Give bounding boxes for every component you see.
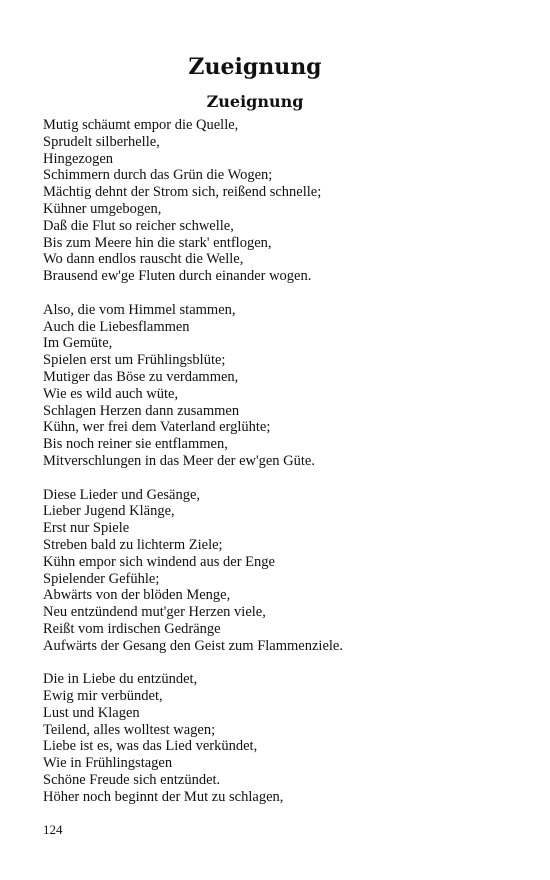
poem-line: Lieber Jugend Klänge,: [43, 503, 175, 520]
poem-line: Schimmern durch das Grün die Wogen;: [43, 167, 273, 184]
poem-line: Streben bald zu lichterm Ziele;: [43, 536, 223, 553]
stanza: [43, 671, 513, 805]
poem-line: Sprudelt silberhelle,: [43, 133, 160, 150]
poem-line: Brausend ew'ge Fluten durch einander wogen.: [43, 268, 312, 285]
poem-line: Diese Lieder und Gesänge,: [43, 486, 201, 503]
poem-line: Mutig schäumt empor die Quelle,: [43, 117, 239, 133]
poem-line: Mutiger das Böse zu verdammen,: [43, 368, 239, 385]
poem-line: Spielender Gefühle;: [43, 570, 160, 587]
poem-line: Mitverschlungen in das Meer der ew'gen Güte.: [43, 452, 315, 469]
poem-line: Aufwärts der Gesang den Geist zum Flammenziele.: [43, 637, 343, 654]
poem-line: Schlagen Herzen dann zusammen: [43, 402, 240, 419]
poem-line: Teilend, alles wolltest wagen;: [43, 721, 216, 738]
stanza: [43, 117, 513, 285]
poem-line: Abwärts von der blöden Menge,: [43, 587, 231, 604]
poem-line: Liebe ist es, was das Lied verkündet,: [43, 738, 258, 755]
poem-line: Schöne Freude sich entzündet.: [43, 772, 221, 789]
poem-body: [43, 117, 513, 822]
poem-line: Wo dann endlos rauscht die Welle,: [43, 251, 244, 268]
poem-title: Zueignung: [206, 92, 304, 111]
poem-line: Bis noch reiner sie entflammen,: [43, 436, 228, 453]
poem-line: Lust und Klagen: [43, 704, 140, 721]
poem-line: Spielen erst um Frühlingsblüte;: [43, 352, 226, 369]
poem-line: Kühner umgebogen,: [43, 200, 162, 217]
poem-line: Kühn, wer frei dem Vaterland erglühte;: [43, 419, 271, 436]
poem-line: Wie es wild auch wüte,: [43, 385, 179, 402]
poem-line: Hingezogen: [43, 150, 114, 167]
poem-line: Im Gemüte,: [43, 335, 113, 352]
page-title: Zueignung: [188, 54, 322, 80]
stanza: [43, 302, 513, 470]
poem-line: Also, die vom Himmel stammen,: [43, 301, 236, 318]
poem-line: Mächtig dehnt der Strom sich, reißend schnelle;: [43, 184, 322, 201]
poem-line: Neu entzündend mut'ger Herzen viele,: [43, 604, 266, 621]
poem-line: Ewig mir verbündet,: [43, 688, 163, 705]
poem-line: Auch die Liebesflammen: [43, 318, 190, 335]
poem-line: Daß die Flut so reicher schwelle,: [43, 217, 234, 234]
stanza: [43, 487, 513, 655]
poem-line: Wie in Frühlingstagen: [43, 755, 173, 772]
poem-line: Die in Liebe du entzündet,: [43, 671, 198, 688]
poem-line: Höher noch beginnt der Mut zu schlagen,: [43, 788, 284, 805]
poem-line: Reißt vom irdischen Gedränge: [43, 620, 221, 637]
poem-line: Erst nur Spiele: [43, 520, 130, 537]
poem-line: Bis zum Meere hin die stark' entflogen,: [43, 234, 272, 251]
poem-line: Kühn empor sich windend aus der Enge: [43, 553, 275, 570]
page-number: 124: [43, 822, 63, 837]
